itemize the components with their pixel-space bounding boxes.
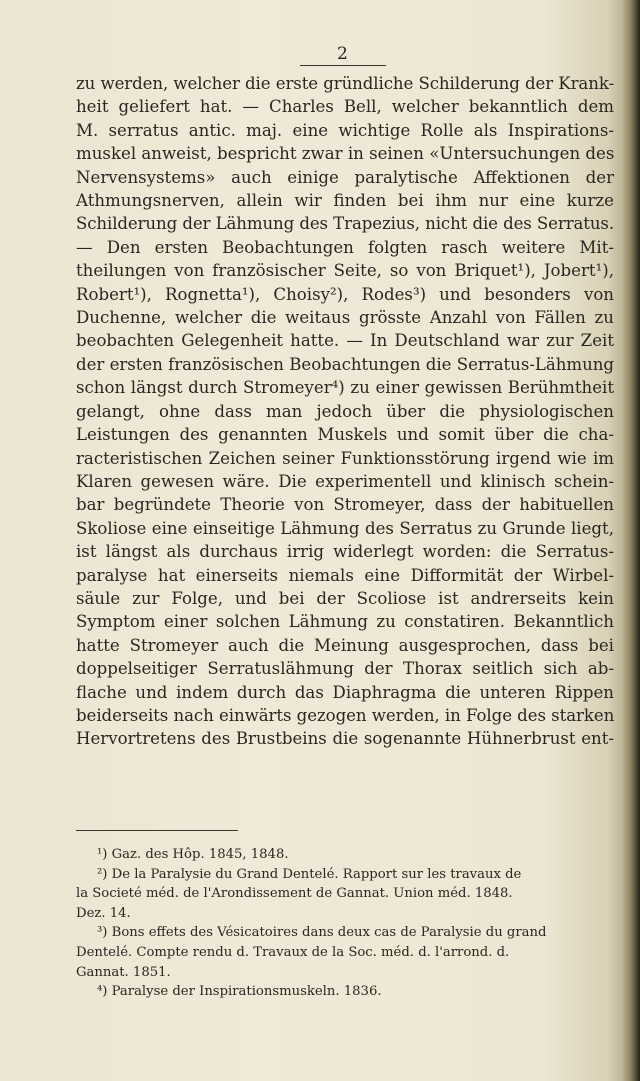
footnote-line: Dentelé. Compte rendu d. Travaux de la Soc. méd. d. l'arrond. d. [76, 944, 510, 960]
page-edge-shadow [622, 0, 640, 1081]
text-line: theilungen von französischer Seite, so von Briquet¹), Jobert¹), [76, 261, 614, 281]
text-line: Klaren gewesen wäre. Die experimentell und klinisch schein- [76, 471, 614, 491]
text-line: Hervortretens des Brustbeins die sogenannte Hühnerbrust ent- [76, 729, 614, 749]
text-line: muskel anweist, bespricht zwar in seinen «Untersuchungen des [76, 144, 615, 164]
header-rule [300, 65, 386, 66]
footnote-line: ⁴) Paralyse der Inspirationsmuskeln. 1836. [97, 984, 382, 1000]
text-line: beiderseits nach einwärts gezogen werden, in Folge des starken [76, 705, 615, 725]
text-line: der ersten französischen Beobachtungen die Serratus-Lähmung [76, 354, 614, 374]
text-line: Symptom einer solchen Lähmung zu constatiren. Bekanntlich [76, 612, 614, 632]
footnote-line: Dez. 14. [76, 905, 131, 921]
text-line: säule zur Folge, und bei der Scoliose ist andrerseits kein [76, 588, 614, 608]
text-line: bar begründete Theorie von Stromeyer, dass der habituellen [76, 495, 614, 515]
text-line: beobachten Gelegenheit hatte. — In Deutschland war zur Zeit [76, 331, 614, 351]
main-text [76, 72, 614, 751]
text-line: Nervensystems» auch einige paralytische Affektionen der [76, 167, 614, 187]
text-line: paralyse hat einerseits niemals eine Difformität der Wirbel- [76, 565, 614, 585]
text-line: Duchenne, welcher die weitaus grösste Anzahl von Fällen zu [76, 308, 614, 328]
footnotes [76, 845, 614, 1002]
text-line: doppelseitiger Serratuslähmung der Thorax seitlich sich ab- [76, 659, 614, 679]
footnote-line: ²) De la Paralysie du Grand Dentelé. Rapport sur les travaux de [97, 866, 522, 882]
text-line: hatte Stromeyer auch die Meinung ausgesprochen, dass bei [76, 635, 614, 655]
text-line: Skoliose eine einseitige Lähmung des Serratus zu Grunde liegt, [76, 518, 614, 538]
text-line: M. serratus antic. maj. eine wichtige Rolle als Inspirations- [76, 120, 614, 140]
text-line: heit geliefert hat. — Charles Bell, welcher bekanntlich dem [76, 97, 614, 117]
text-line: zu werden, welcher die erste gründliche Schilderung der Krank- [76, 74, 614, 93]
footnote-line: la Societé méd. de l'Arondissement de Gannat. Union méd. 1848. [76, 886, 513, 902]
text-line: Schilderung der Lähmung des Trapezius, nicht die des Serratus. [76, 214, 614, 234]
text-line: Athmungsnerven, allein wir finden bei ihm nur eine kurze [76, 191, 614, 211]
text-line: ist längst als durchaus irrig widerlegt worden: die Serratus- [76, 542, 614, 562]
page-number: 2 [337, 44, 349, 64]
text-line: schon längst durch Stromeyer⁴) zu einer gewissen Berühmtheit [76, 378, 614, 398]
footnote-line: ³) Bons effets des Vésicatoires dans deux cas de Paralysie du grand [97, 925, 547, 941]
text-line: flache und indem durch das Diaphragma die unteren Rippen [76, 682, 614, 702]
text-line: — Den ersten Beobachtungen folgten rasch weitere Mit- [76, 237, 614, 257]
text-line: racteristischen Zeichen seiner Funktionsstörung irgend wie im [76, 448, 614, 468]
footnote-line: ¹) Gaz. des Hôp. 1845, 1848. [97, 847, 289, 862]
text-line: gelangt, ohne dass man jedoch über die physiologischen [76, 401, 614, 421]
footnote-line: Gannat. 1851. [76, 964, 171, 980]
text-line: Robert¹), Rognetta¹), Choisy²), Rodes³) und besonders von [76, 284, 614, 304]
text-line: Leistungen des genannten Muskels und somit über die cha- [76, 425, 614, 445]
footnote-rule [76, 830, 238, 831]
